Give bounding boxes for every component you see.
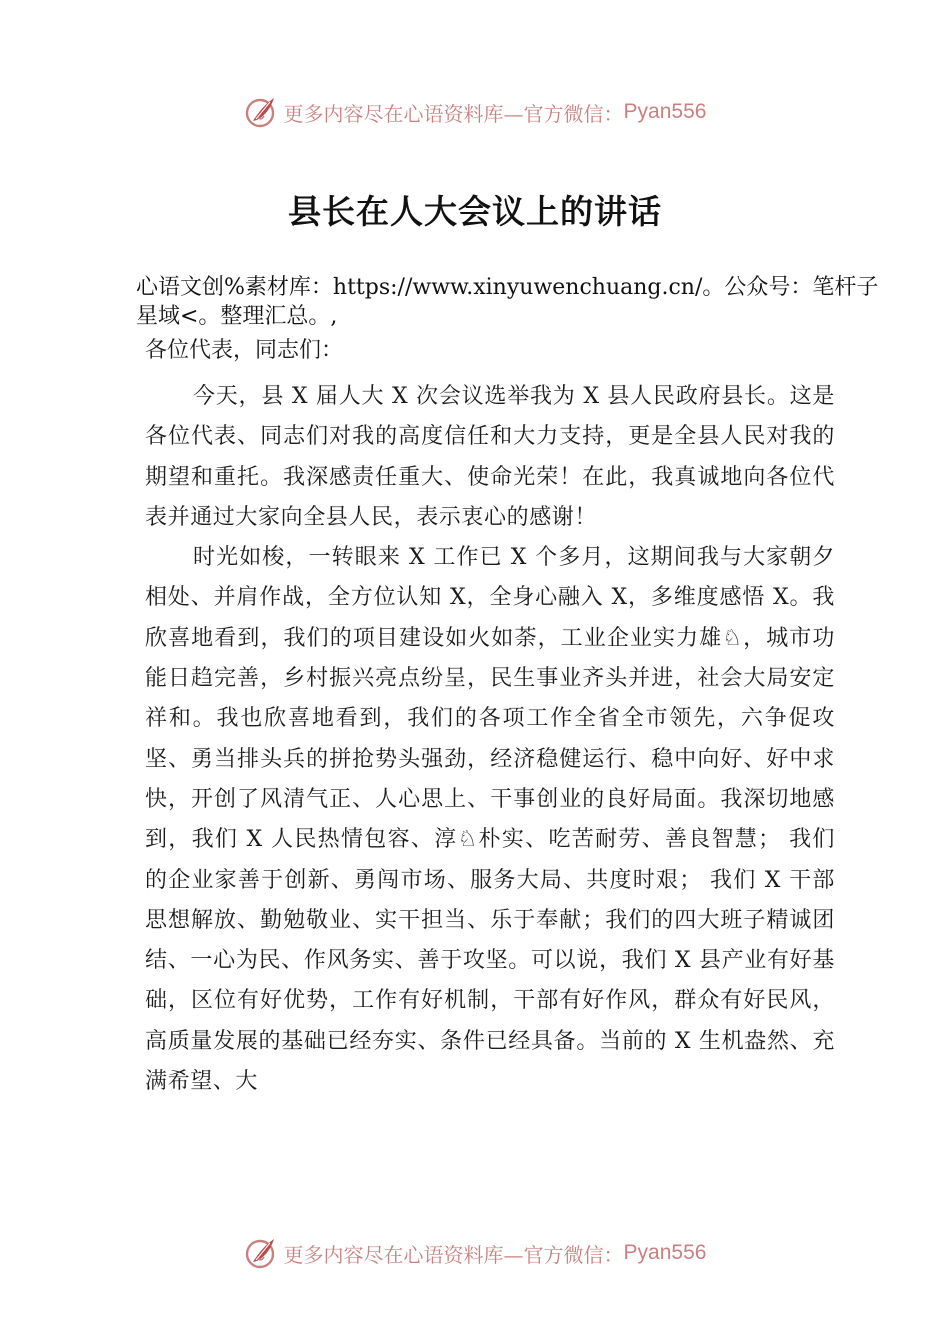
document-body — [145, 337, 835, 1102]
banner-text: 更多内容尽在心语资料库—官方微信： — [283, 1242, 624, 1267]
source-line: 心语文创%素材库：https://www.xinyuwenchuang.cn/。公众号：笔杆子星域<。整理汇总。, — [136, 275, 879, 329]
footer-banner — [0, 1233, 950, 1273]
feather-pen-logo-icon — [244, 95, 278, 129]
salutation: 各位代表，同志们： — [145, 338, 344, 363]
paragraph-1: 今天，县 X 届人大 X 次会议选举我为 X 县人民政府县长。这是各位代表、同志们对我的高度信任和大力支持，更是全县人民对我的期望和重托。我深感责任重大、使命光荣！在此，我真诚地向各位代表并通过大家向全县人民，表示衷心的感谢！ — [145, 384, 835, 530]
paragraph-2: 时光如梭，一转眼来 X 工作已 X 个多月，这期间我与大家朝夕相处、并肩作战，全方位认知 X，全身心融入 X，多维度感悟 X。我欣喜地看到，我们的项目建设如火如荼，工业企业实力雄♘，城市功能日趋完善，乡村振兴亮点纷呈，民生事业齐头并进，社会大局安定祥和。我也欣喜地看到，我们的各项工作全省全市领先，六争促攻坚、勇当排头兵的拼抢势头强劲，经济稳健运行、稳中向好、好中求快，开创了风清气正、人心思上、干事创业的良好局面。我深切地感到，我们 X 人民热情包容、淳♘朴实、吃苦耐劳、善良智慧； 我们的企业家善于创新、勇闯市场、服务大局、共度时艰； 我们 X 干部思想解放、勤勉敬业、实干担当、乐于奉献；我们的四大班子精诚团结、一心为民、作风务实、善于攻坚。可以说，我们 X 县产业有好基础，区位有好优势，工作有好机制，干部有好作风，群众有好民风，高质量发展的基础已经夯实、条件已经具备。当前的 X 生机盎然、充满希望、大 — [145, 545, 835, 1095]
banner-wechat-id: Pyan556 — [623, 100, 707, 123]
banner-wechat-id: Pyan556 — [623, 1241, 707, 1264]
header-banner — [0, 92, 950, 132]
document-title: 县长在人大会议上的讲话 — [288, 192, 662, 231]
feather-pen-logo-icon — [244, 1236, 278, 1270]
banner-text: 更多内容尽在心语资料库—官方微信： — [283, 101, 624, 126]
